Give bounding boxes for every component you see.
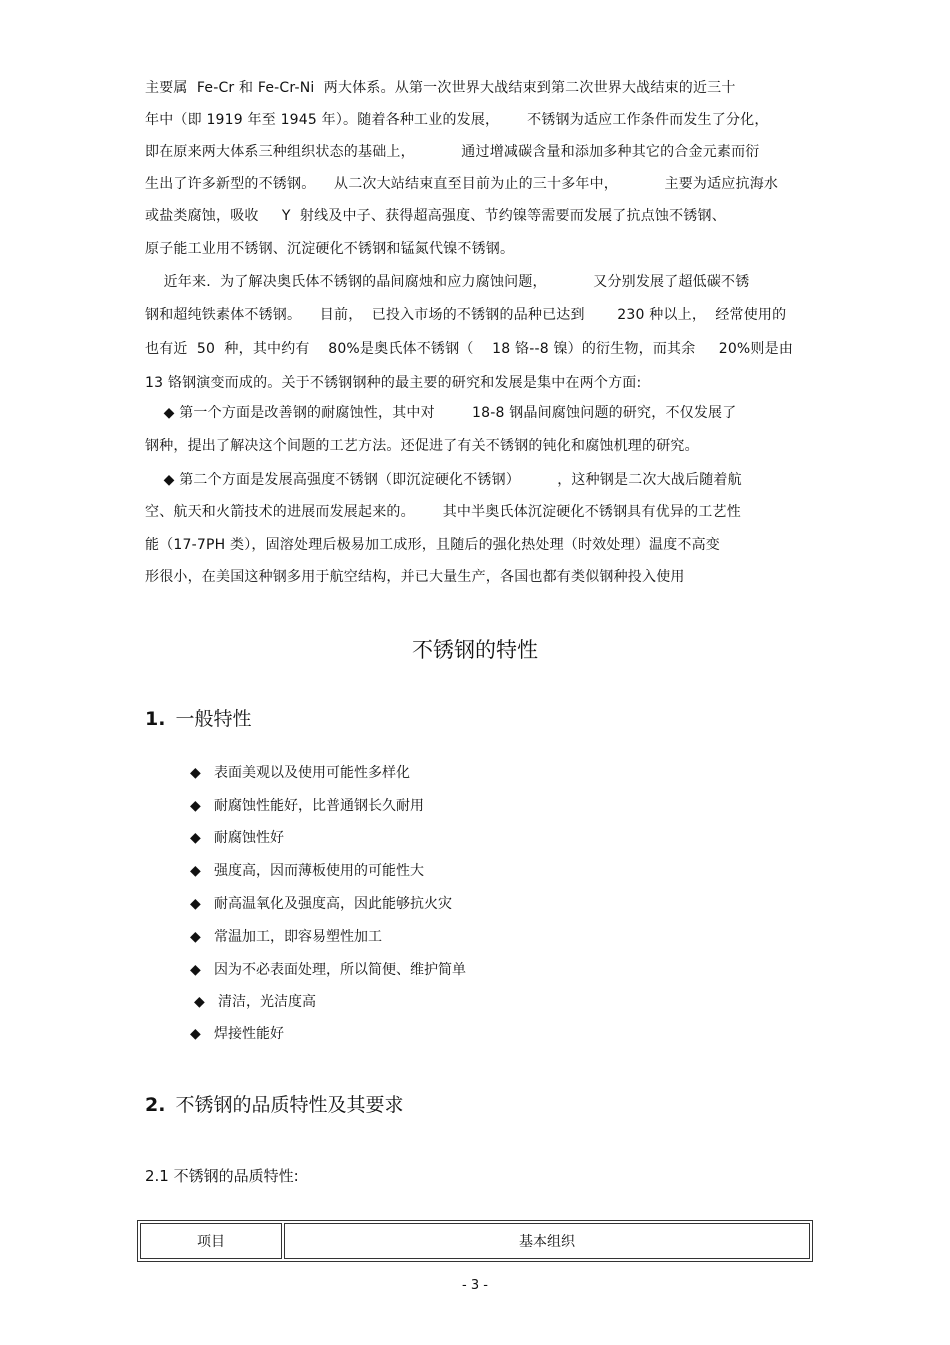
body-text-line: 生出了许多新型的不锈钢。 从二次大站结束直至目前为止的三十多年中， 主要为适应抗海水 bbox=[145, 176, 779, 192]
subheading-quality-properties: 2.1 不锈钢的品质特性: bbox=[145, 1167, 299, 1185]
body-text-line: ◆ 第二个方面是发展高强度不锈钢（即沉淀硬化不锈钢） ，这种钢是二次大战后随着航 bbox=[145, 472, 742, 488]
list-item bbox=[190, 797, 424, 815]
heading-text: 不锈钢的品质特性及其要求 bbox=[175, 1094, 404, 1116]
diamond-bullet-icon: ◆ bbox=[190, 830, 201, 846]
body-text-line: 形很小，在美国这种钢多用于航空结构，并已大量生产，各国也都有类似钢种投入使用 bbox=[145, 569, 685, 585]
body-text-line: ◆ 第一个方面是改善钢的耐腐蚀性，其中对 18-8 钢晶间腐蚀问题的研究，不仅发展了 bbox=[145, 405, 737, 421]
diamond-bullet-icon: ◆ bbox=[194, 994, 205, 1010]
table-header-row bbox=[140, 1223, 810, 1259]
list-item-text: 表面美观以及使用可能性多样化 bbox=[214, 765, 410, 781]
page-number: - 3 - bbox=[462, 1278, 488, 1293]
body-text-line: 主要属 Fe-Cr 和 Fe-Cr-Ni 两大体系。从第一次世界大战结束到第二次世界大战结束的近三十 bbox=[145, 80, 736, 96]
body-text-line: 也有近 50 种，其中约有 80%是奥氏体不锈钢（ 18 铬--8 镍）的衍生物，而其余 20%则是由 bbox=[145, 341, 794, 357]
list-item bbox=[190, 764, 410, 782]
body-text-line: 空、航天和火箭技术的进展而发展起来的。 其中半奥氏体沉淀硬化不锈钢具有优异的工艺性 bbox=[145, 504, 741, 520]
list-item-text: 耐高温氧化及强度高，因此能够抗火灾 bbox=[214, 896, 452, 912]
heading-general-properties bbox=[145, 706, 251, 732]
list-item-text: 强度高，因而薄板使用的可能性大 bbox=[214, 863, 424, 879]
body-text-line: 近年来. 为了解决奥氏体不锈钢的晶间腐烛和应力腐蚀问题， 又分别发展了超低碳不锈 bbox=[145, 274, 750, 290]
list-item bbox=[190, 862, 424, 880]
list-item bbox=[190, 895, 452, 913]
heading-number: 2. bbox=[145, 1094, 166, 1116]
heading-text: 一般特性 bbox=[175, 708, 252, 730]
list-item-text: 耐腐蚀性能好，比普通钢长久耐用 bbox=[214, 798, 424, 814]
body-text-line: 原子能工业用不锈钢、沉淀硬化不锈钢和锰氮代镍不锈钢。 bbox=[145, 241, 515, 257]
body-text-line: 13 铬钢演变而成的。关于不锈钢钢种的最主要的研究和发展是集中在两个方面: bbox=[145, 375, 642, 391]
heading-quality-properties bbox=[145, 1092, 403, 1118]
diamond-bullet-icon: ◆ bbox=[190, 1026, 201, 1042]
list-item-text: 焊接性能好 bbox=[214, 1026, 284, 1042]
body-text-line: 或盐类腐蚀，吸收 Y 射线及中子、获得超高强度、节约镍等需要而发展了抗点蚀不锈钢、 bbox=[145, 208, 726, 224]
section-title: 不锈钢的特性 bbox=[412, 638, 538, 662]
list-item-text: 耐腐蚀性好 bbox=[214, 830, 284, 846]
list-item bbox=[190, 829, 284, 847]
table-header-basic-structure: 基本组织 bbox=[284, 1223, 810, 1259]
diamond-bullet-icon: ◆ bbox=[190, 863, 201, 879]
list-item bbox=[194, 993, 316, 1011]
body-text-line: 钢种，提出了解决这个间题的工艺方法。还促进了有关不锈钢的钝化和腐蚀机理的研究。 bbox=[145, 438, 699, 454]
diamond-bullet-icon: ◆ bbox=[190, 798, 201, 814]
body-text-line: 能（17-7PH 类），固溶处理后极易加工成形，且随后的强化热处理（时效处理）温度不高变 bbox=[145, 537, 720, 553]
diamond-bullet-icon: ◆ bbox=[190, 896, 201, 912]
diamond-bullet-icon: ◆ bbox=[190, 765, 201, 781]
quality-table bbox=[137, 1220, 813, 1262]
list-item-text: 常温加工，即容易塑性加工 bbox=[214, 929, 382, 945]
body-text-line: 即在原来两大体系三种组织状态的基础上， 通过增减碳含量和添加多种其它的合金元素而衍 bbox=[145, 144, 760, 160]
table-header-item: 项目 bbox=[140, 1223, 282, 1259]
list-item bbox=[190, 928, 382, 946]
body-text-line: 钢和超纯铁素体不锈钢。 目前， 已投入市场的不锈钢的品种已达到 230 种以上， 经常使用的 bbox=[145, 307, 787, 323]
list-item bbox=[190, 961, 466, 979]
list-item-text: 因为不必表面处理，所以简便、维护简单 bbox=[214, 962, 466, 978]
heading-number: 1. bbox=[145, 708, 166, 730]
list-item bbox=[190, 1025, 284, 1043]
diamond-bullet-icon: ◆ bbox=[190, 962, 201, 978]
body-text-line: 年中（即 1919 年至 1945 年）。随着各种工业的发展， 不锈钢为适应工作条件而发生了分化， bbox=[145, 112, 769, 128]
diamond-bullet-icon: ◆ bbox=[190, 929, 201, 945]
list-item-text: 清洁，光洁度高 bbox=[218, 994, 316, 1010]
